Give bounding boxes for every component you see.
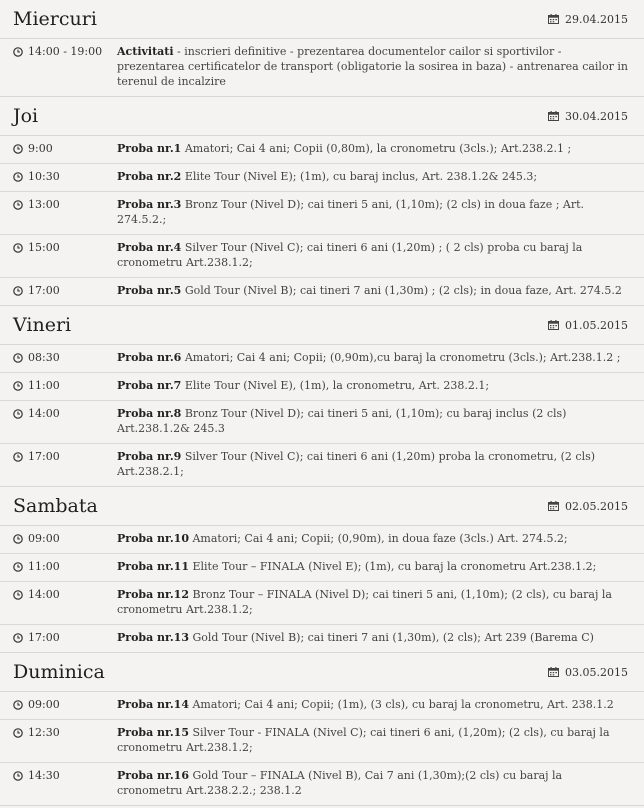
event-title: Proba nr.14: [117, 698, 189, 711]
event-time-text: 17:00: [28, 631, 60, 644]
event-row: [0, 763, 644, 805]
event-time: [13, 406, 117, 421]
event-details: Elite Tour – FINALA (Nivel E); (1m), cu baraj la cronometru Art.238.1.2;: [188, 560, 597, 573]
clock-icon: [13, 452, 23, 462]
day-name: Vineri: [13, 314, 72, 336]
event-time: [13, 44, 117, 59]
event-details: Amatori; Cai 4 ani; Copii; (0,90m),cu baraj la cronometru (3cls.); Art.238.1.2 ;: [181, 351, 621, 364]
event-details: Elite Tour (Nivel E), (1m), la cronometru, Art. 238.2.1;: [181, 379, 490, 392]
day-section: [0, 653, 644, 806]
clock-icon: [13, 200, 23, 210]
event-details: Amatori; Cai 4 ani; Copii; (0,90m), in doua faze (3cls.) Art. 274.5.2;: [188, 532, 568, 545]
day-date-text: 03.05.2015: [565, 665, 628, 679]
clock-icon: [13, 633, 23, 643]
event-row: [0, 625, 644, 652]
event-time: [13, 169, 117, 184]
day-header: [0, 487, 644, 526]
event-time: [13, 725, 117, 740]
event-list: [0, 39, 644, 96]
event-time-text: 10:30: [28, 170, 60, 183]
event-title: Proba nr.8: [117, 407, 182, 420]
event-description: [117, 449, 630, 479]
calendar-icon: [548, 320, 559, 330]
event-row: [0, 345, 644, 373]
day-header: [0, 0, 644, 39]
event-details: Amatori; Cai 4 ani; Copii (0,80m), la cronometru (3cls.); Art.238.2.1 ;: [181, 142, 572, 155]
event-row: [0, 39, 644, 96]
event-title: Proba nr.15: [117, 726, 189, 739]
day-name: Miercuri: [13, 8, 97, 30]
event-title: Proba nr.7: [117, 379, 182, 392]
day-name: Joi: [13, 105, 39, 127]
event-description: [117, 240, 630, 270]
event-row: [0, 582, 644, 625]
event-row: [0, 692, 644, 720]
event-title: Proba nr.4: [117, 241, 182, 254]
event-description: [117, 141, 630, 156]
event-row: [0, 192, 644, 235]
event-time-text: 09:00: [28, 532, 60, 545]
event-description: [117, 283, 630, 298]
event-title: Proba nr.2: [117, 170, 182, 183]
day-section: [0, 0, 644, 97]
event-description: [117, 197, 630, 227]
event-description: [117, 169, 630, 184]
day-name: Sambata: [13, 495, 98, 517]
event-details: Bronz Tour (Nivel D); cai tineri 5 ani, (1,10m); (2 cls) in doua faze ; Art. 274.5.2.;: [117, 198, 585, 226]
event-title: Proba nr.16: [117, 769, 189, 782]
event-details: Bronz Tour (Nivel D); cai tineri 5 ani, (1,10m); cu baraj inclus (2 cls) Art.238.1.2& 245.3: [117, 407, 567, 435]
event-time-text: 14:00 - 19:00: [28, 45, 103, 58]
event-list: [0, 345, 644, 486]
day-header: [0, 97, 644, 136]
event-details: Silver Tour (Nivel C); cai tineri 6 ani (1,20m) proba la cronometru, (2 cls) Art.238.2.1;: [117, 450, 596, 478]
event-details: - inscrieri definitive - prezentarea documentelor cailor si sportivilor - prezentarea certificatelor de transport (obligatorie la sosirea in baza) - antrenarea cailor in terenul de incalzire: [117, 45, 628, 88]
day-header: [0, 306, 644, 345]
event-list: [0, 136, 644, 305]
event-list: [0, 692, 644, 805]
calendar-icon: [548, 111, 559, 121]
event-title: Proba nr.9: [117, 450, 182, 463]
calendar-icon: [548, 501, 559, 511]
day-date: [548, 319, 628, 332]
event-description: [117, 350, 630, 365]
event-time: [13, 531, 117, 546]
event-row: [0, 235, 644, 278]
event-time: [13, 449, 117, 464]
clock-icon: [13, 381, 23, 391]
event-time-text: 11:00: [28, 379, 60, 392]
day-section: [0, 487, 644, 653]
event-list: [0, 526, 644, 652]
event-time: [13, 697, 117, 712]
day-date: [548, 110, 628, 123]
event-time: [13, 141, 117, 156]
clock-icon: [13, 728, 23, 738]
event-description: [117, 559, 630, 574]
event-time-text: 08:30: [28, 351, 60, 364]
clock-icon: [13, 562, 23, 572]
day-date: [548, 666, 628, 679]
event-time-text: 14:00: [28, 588, 60, 601]
clock-icon: [13, 243, 23, 253]
event-description: [117, 531, 630, 546]
clock-icon: [13, 144, 23, 154]
event-time-text: 17:00: [28, 450, 60, 463]
event-time: [13, 630, 117, 645]
event-time-text: 09:00: [28, 698, 60, 711]
event-description: [117, 697, 630, 712]
event-time: [13, 378, 117, 393]
event-details: Elite Tour (Nivel E); (1m), cu baraj inclus, Art. 238.1.2& 245.3;: [181, 170, 538, 183]
event-details: Gold Tour – FINALA (Nivel B), Cai 7 ani (1,30m);(2 cls) cu baraj la cronometru Art.238.2.2.; 238.1.2: [117, 769, 563, 797]
day-date: [548, 500, 628, 513]
event-details: Gold Tour (Nivel B); cai tineri 7 ani (1,30m), (2 cls); Art 239 (Barema C): [188, 631, 594, 644]
event-title: Proba nr.6: [117, 351, 182, 364]
event-time-text: 17:00: [28, 284, 60, 297]
event-description: [117, 768, 630, 798]
event-row: [0, 136, 644, 164]
day-date: [548, 13, 628, 26]
event-description: [117, 725, 630, 755]
event-time: [13, 559, 117, 574]
event-time-text: 9:00: [28, 142, 53, 155]
clock-icon: [13, 353, 23, 363]
event-details: Bronz Tour – FINALA (Nivel D); cai tineri 5 ani, (1,10m); (2 cls), cu baraj la cronometru Art.238.1.2;: [117, 588, 612, 616]
event-description: [117, 587, 630, 617]
day-section: [0, 97, 644, 306]
event-row: [0, 373, 644, 401]
clock-icon: [13, 700, 23, 710]
day-date-text: 02.05.2015: [565, 499, 628, 513]
clock-icon: [13, 172, 23, 182]
event-time-text: 13:00: [28, 198, 60, 211]
event-description: [117, 630, 630, 645]
event-row: [0, 278, 644, 305]
event-title: Proba nr.13: [117, 631, 189, 644]
event-row: [0, 720, 644, 763]
event-time-text: 14:30: [28, 769, 60, 782]
event-title: Proba nr.11: [117, 560, 189, 573]
event-time-text: 14:00: [28, 407, 60, 420]
event-time: [13, 197, 117, 212]
event-description: [117, 44, 630, 89]
event-row: [0, 444, 644, 486]
event-time: [13, 587, 117, 602]
clock-icon: [13, 771, 23, 781]
calendar-icon: [548, 14, 559, 24]
day-name: Duminica: [13, 661, 105, 683]
event-row: [0, 554, 644, 582]
clock-icon: [13, 47, 23, 57]
event-time: [13, 283, 117, 298]
event-time: [13, 768, 117, 783]
event-title: Proba nr.12: [117, 588, 189, 601]
event-row: [0, 164, 644, 192]
event-details: Gold Tour (Nivel B); cai tineri 7 ani (1,30m) ; (2 cls); in doua faze, Art. 274.5.2: [181, 284, 622, 297]
calendar-icon: [548, 667, 559, 677]
day-date-text: 01.05.2015: [565, 318, 628, 332]
event-title: Proba nr.5: [117, 284, 182, 297]
event-row: [0, 526, 644, 554]
event-time-text: 15:00: [28, 241, 60, 254]
event-description: [117, 378, 630, 393]
day-section: [0, 306, 644, 487]
event-title: Proba nr.1: [117, 142, 182, 155]
event-time: [13, 240, 117, 255]
clock-icon: [13, 409, 23, 419]
day-header: [0, 653, 644, 692]
day-date-text: 29.04.2015: [565, 12, 628, 26]
event-details: Silver Tour - FINALA (Nivel C); cai tineri 6 ani, (1,20m); (2 cls), cu baraj la cronometru Art.238.1.2;: [117, 726, 610, 754]
event-time: [13, 350, 117, 365]
event-title: Activitati: [117, 45, 174, 58]
event-time-text: 12:30: [28, 726, 60, 739]
event-title: Proba nr.10: [117, 532, 189, 545]
clock-icon: [13, 590, 23, 600]
event-description: [117, 406, 630, 436]
event-details: Amatori; Cai 4 ani; Copii; (1m), (3 cls), cu baraj la cronometru, Art. 238.1.2: [188, 698, 614, 711]
clock-icon: [13, 534, 23, 544]
event-title: Proba nr.3: [117, 198, 182, 211]
event-details: Silver Tour (Nivel C); cai tineri 6 ani (1,20m) ; ( 2 cls) proba cu baraj la cronometru Art.238.1.2;: [117, 241, 583, 269]
event-time-text: 11:00: [28, 560, 60, 573]
clock-icon: [13, 286, 23, 296]
event-row: [0, 401, 644, 444]
day-date-text: 30.04.2015: [565, 109, 628, 123]
